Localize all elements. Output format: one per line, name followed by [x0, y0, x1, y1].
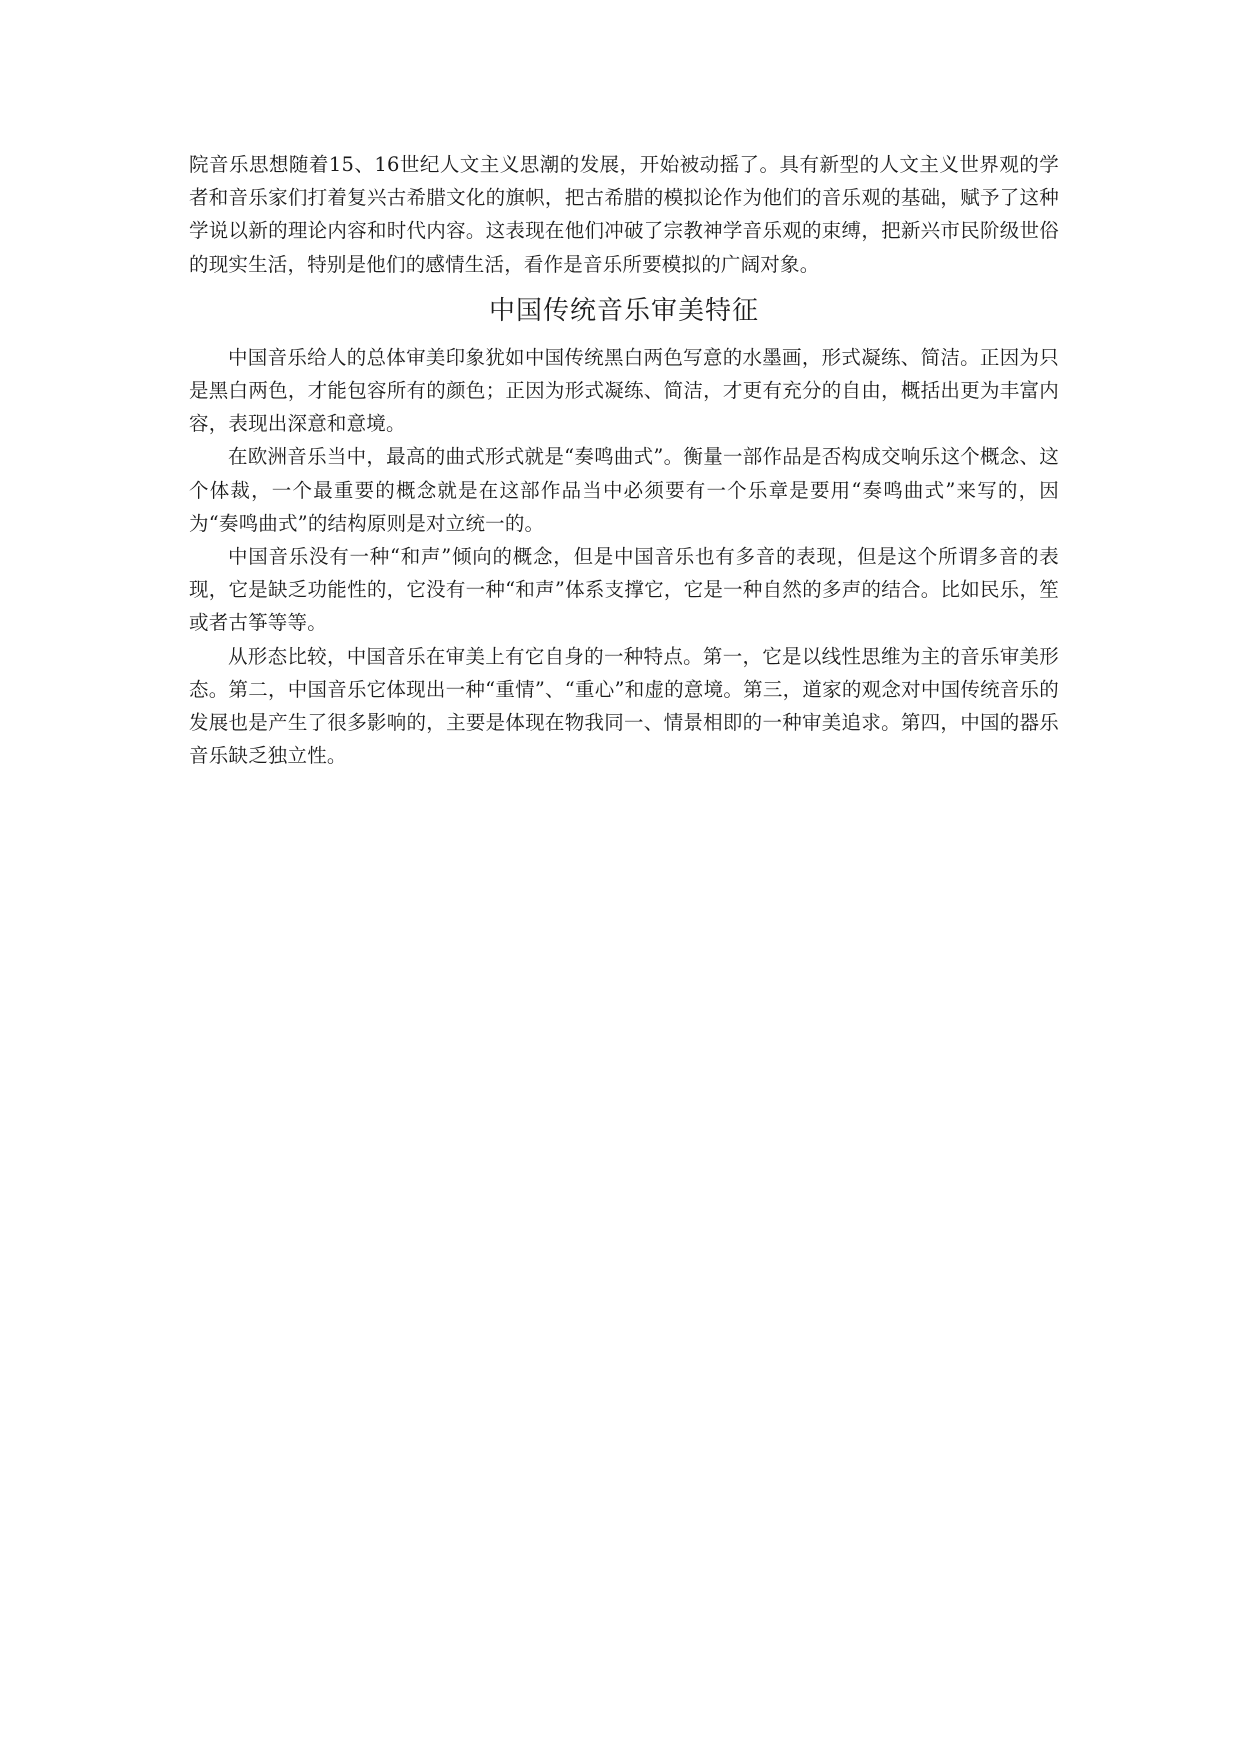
intro-paragraph: 院音乐思想随着15、16世纪人文主义思潮的发展，开始被动摇了。具有新型的人文主义世界观的学者和音乐家们打着复兴古希腊文化的旗帜，把古希腊的模拟论作为他们的音乐观的基础，赋予了这种学说以新的理论内容和时代内容。这表现在他们冲破了宗教神学音乐观的束缚，把新兴市民阶级世俗的现实生活，特别是他们的感情生活，看作是音乐所要模拟的广阔对象。 — [189, 153, 1059, 276]
body-paragraph-2: 在欧洲音乐当中，最高的曲式形式就是“奏鸣曲式”。衡量一部作品是否构成交响乐这个概念、这个体裁，一个最重要的概念就是在这部作品当中必须要有一个乐章是要用“奏鸣曲式”来写的，因为“奏鸣曲式”的结构原则是对立统一的。 — [189, 445, 1059, 535]
body-paragraph-1: 中国音乐给人的总体审美印象犹如中国传统黑白两色写意的水墨画，形式凝练、简洁。正因为只是黑白两色，才能包容所有的颜色；正因为形式凝练、简洁，才更有充分的自由，概括出更为丰富内容，表现出深意和意境。 — [189, 345, 1059, 436]
section-heading: 中国传统音乐审美特征 — [488, 295, 759, 326]
document-page — [189, 148, 1059, 772]
body-paragraph-4: 从形态比较，中国音乐在审美上有它自身的一种特点。第一，它是以线性思维为主的音乐审美形态。第二，中国音乐它体现出一种“重情”、“重心”和虚的意境。第三，道家的观念对中国传统音乐的发展也是产生了很多影响的，主要是体现在物我同一、情景相即的一种审美追求。第四，中国的器乐音乐缺乏独立性。 — [189, 644, 1059, 768]
body-paragraph-3: 中国音乐没有一种“和声”倾向的概念，但是中国音乐也有多音的表现，但是这个所谓多音的表现，它是缺乏功能性的，它没有一种“和声”体系支撑它，它是一种自然的多声的结合。比如民乐，笙或者古筝等等。 — [189, 545, 1059, 635]
